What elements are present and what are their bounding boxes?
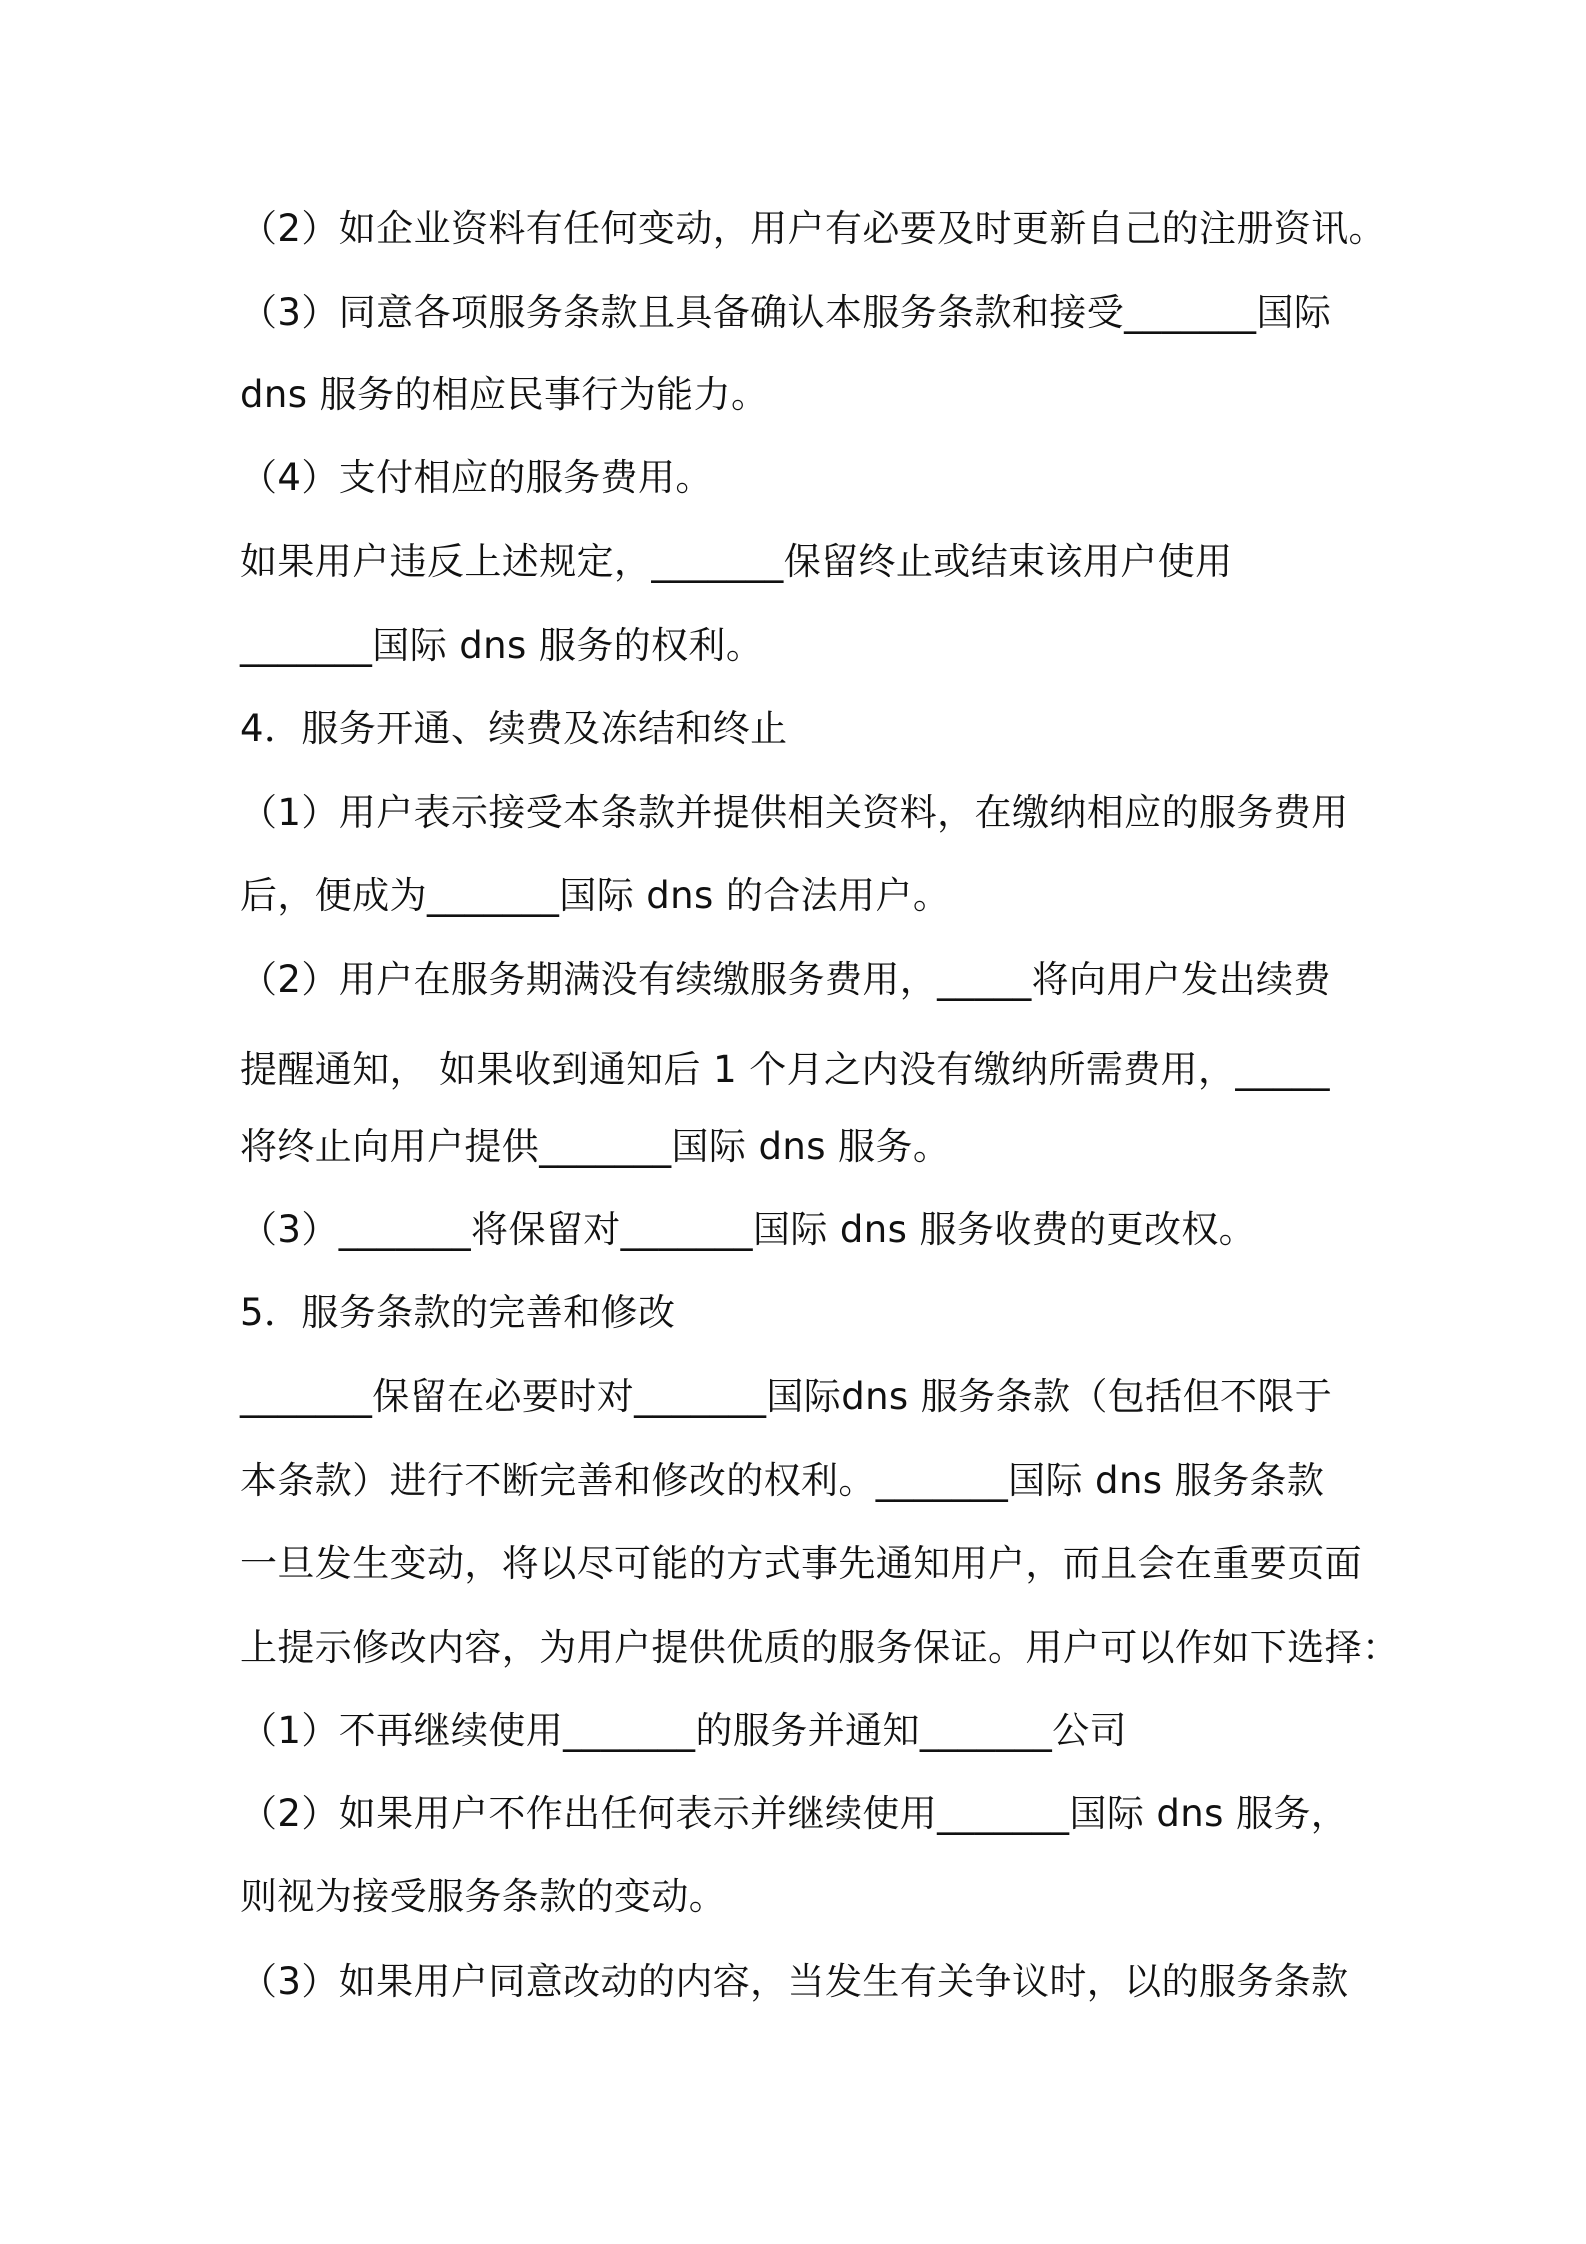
section-5-option-1: （1）不再继续使用_______的服务并通知_______公司 — [240, 1709, 1127, 1752]
clause-2-update-info: （2）如企业资料有任何变动，用户有必要及时更新自己的注册资讯。 — [240, 207, 1386, 250]
section-5-paragraph-line-4: 上提示修改内容，为用户提供优质的服务保证。用户可以作如下选择： — [240, 1626, 1400, 1669]
section-4-clause-2-continued: 提醒通知， 如果收到通知后 1 个月之内没有缴纳所需费用，_____ — [240, 1048, 1330, 1091]
section-5-paragraph: _______保留在必要时对_______国际dns 服务条款（包括但不限于 — [240, 1375, 1333, 1418]
section-5-option-2: （2）如果用户不作出任何表示并继续使用_______国际 dns 服务， — [240, 1792, 1349, 1835]
violation-paragraph-continued: _______国际 dns 服务的权利。 — [240, 624, 764, 667]
section-4-clause-2-end: 将终止向用户提供_______国际 dns 服务。 — [240, 1125, 951, 1168]
section-4-clause-1-continued: 后，便成为_______国际 dns 的合法用户。 — [240, 874, 951, 917]
section-4-clause-2: （2）用户在服务期满没有续缴服务费用，_____将向用户发出续费 — [240, 958, 1331, 1001]
section-5-option-2-continued: 则视为接受服务条款的变动。 — [240, 1875, 727, 1918]
clause-3-continued: dns 服务的相应民事行为能力。 — [240, 373, 769, 416]
clause-4-pay-fees: （4）支付相应的服务费用。 — [240, 456, 713, 499]
section-4-clause-1: （1）用户表示接受本条款并提供相关资料，在缴纳相应的服务费用 — [240, 791, 1349, 834]
section-5-heading: 5．服务条款的完善和修改 — [240, 1291, 676, 1334]
section-5-option-3: （3）如果用户同意改动的内容，当发生有关争议时，以的服务条款 — [240, 1960, 1349, 2003]
section-4-clause-3: （3）_______将保留对_______国际 dns 服务收费的更改权。 — [240, 1208, 1257, 1251]
section-5-paragraph-line-2: 本条款）进行不断完善和修改的权利。_______国际 dns 服务条款 — [240, 1459, 1325, 1502]
violation-paragraph: 如果用户违反上述规定，_______保留终止或结束该用户使用 — [240, 540, 1233, 583]
clause-3-agree-terms: （3）同意各项服务条款且具备确认本服务条款和接受_______国际 — [240, 291, 1332, 334]
section-5-paragraph-line-3: 一旦发生变动，将以尽可能的方式事先通知用户，而且会在重要页面 — [240, 1542, 1362, 1585]
section-4-heading: 4．服务开通、续费及冻结和终止 — [240, 707, 788, 750]
